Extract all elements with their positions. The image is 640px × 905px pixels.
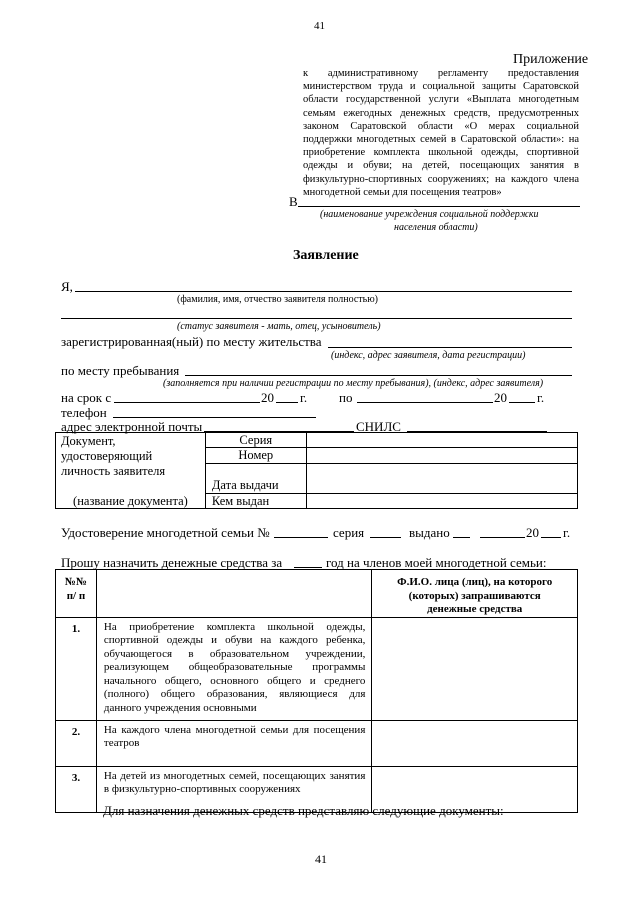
term-year-1-suffix: г. [300,390,308,405]
phone-line[interactable] [113,417,316,418]
benefits-table [55,569,578,813]
series-value[interactable] [306,433,577,448]
issued-by-label: Кем выдан [205,494,306,509]
number-label: Номер [205,448,306,464]
row-3-num: 3. [56,766,97,812]
table-row [56,617,578,720]
header-fio-cell [372,570,578,618]
certificate-number-line[interactable] [274,537,328,538]
term-to-line[interactable] [357,402,493,403]
stay-caption: (заполняется при наличии регистрации по месту пребывания), (индекс, адрес заявителя) [163,378,544,389]
addressee-caption-1: (наименование учреждения социальной поддержки [320,209,539,220]
appendix-text: к административному регламенту предоставления министерством труда и социальной защиты Саратовской области государственной услуги «Выплата многодетным семьям ежегодных денежных средств, предусмотренных законом Саратовской области «О мерах социальной поддержки многодетных семей в Саратовской области»: на приобретение комплекта школьной одежды, спортивной одежды и обуви; на детей, посещающих занятия в физкультурно-спортивных сооружениях; на каждого члена многодетной семьи для посещения театров» [303,68,579,198]
certificate-year-prefix: 20 [526,525,539,540]
header-num-2: п/ п [66,589,86,602]
id-doc-label-3: личность заявителя [61,464,166,478]
row-1-num: 1. [56,617,97,720]
certificate-year-line[interactable] [541,537,561,538]
registered-caption: (индекс, адрес заявителя, дата регистрации) [331,350,526,361]
certificate-issued-label: выдано [409,525,450,540]
row-1-text: На приобретение комплекта школьной одежды, спортивной одежды и обуви на каждого ребенка, обучающегося в образовательном учреждении, реализующем общеобразовательные программы начального общего, основного общего и среднего (полного) общего образования, являющиеся для данного учреждения основными [96,617,371,720]
id-doc-label-cell [56,433,206,494]
term-from-label: на срок с [61,390,112,405]
documents-intro: Для назначения денежных средств представляю следующие документы: [103,803,504,818]
term-year-1-line[interactable] [276,402,298,403]
certificate-series-label: серия [333,525,365,540]
id-document-table [55,432,578,509]
certificate-prefix: Удостоверение многодетной семьи № [61,525,270,540]
term-to-label: по [339,390,353,405]
request-year-line[interactable] [294,567,322,568]
issue-date-value[interactable] [306,464,577,494]
header-blank-cell [96,570,371,618]
term-year-2-line[interactable] [509,402,535,403]
table-row [56,720,578,766]
term-year-2: 20 [494,390,507,405]
form-title: Заявление [293,248,359,263]
status-line[interactable] [61,318,572,319]
certificate-month-line[interactable] [480,537,525,538]
header-num-1: №№ [64,576,87,588]
status-caption: (статус заявителя - мать, отец, усыновитель) [177,321,381,332]
row-2-num: 2. [56,720,97,766]
doc-name-caption: (название документа) [56,494,206,509]
addressee-line[interactable] [298,206,580,207]
issue-date-label: Дата выдачи [205,464,306,494]
term-from-line[interactable] [114,402,260,403]
row-2-text: На каждого члена многодетной семьи для посещения театров [96,720,371,766]
series-label: Серия [205,433,306,448]
number-value[interactable] [306,448,577,464]
phone-label: телефон [61,405,107,420]
header-fio-3: денежные средства [427,603,523,615]
stay-label: по месту пребывания [61,363,180,378]
header-fio-2: (которых) запрашиваются [408,589,541,602]
certificate-series-line[interactable] [370,537,401,538]
request-prefix: Прошу назначить денежные средства за [61,555,283,570]
issued-by-value[interactable] [306,494,577,509]
certificate-day-line[interactable] [453,537,470,538]
certificate-year-suffix: г. [563,525,571,540]
addressee-caption-2: населения области) [394,222,478,233]
row-3-text: На детей из многодетных семей, посещающих занятия в физкультурно-спортивных сооружениях [96,766,371,812]
appendix-title: Приложение [513,52,589,67]
term-year-1: 20 [261,390,274,405]
addressee-prefix: В [289,194,298,209]
header-fio-1: Ф.И.О. лица (лиц), на которого [397,576,553,588]
row-1-fio[interactable] [372,617,578,720]
fio-caption: (фамилия, имя, отчество заявителя полностью) [177,294,379,305]
fio-line[interactable] [75,291,572,292]
snils-label: СНИЛС [356,419,401,434]
term-year-2-suffix: г. [537,390,545,405]
row-2-fio[interactable] [372,720,578,766]
stay-line[interactable] [185,375,572,376]
id-doc-label-1: Документ, [61,434,116,448]
email-label: адрес электронной почты [61,419,203,434]
header-num-cell [56,570,97,618]
request-suffix: год на членов моей многодетной семьи: [326,555,547,570]
ya-label: Я, [61,279,73,294]
registered-line[interactable] [328,347,572,348]
registered-label: зарегистрированная(ный) по месту жительства [61,334,322,349]
id-doc-label-2: удостоверяющий [61,449,153,463]
page-number-bottom: 41 [315,852,327,866]
page-number-top: 41 [314,20,325,32]
